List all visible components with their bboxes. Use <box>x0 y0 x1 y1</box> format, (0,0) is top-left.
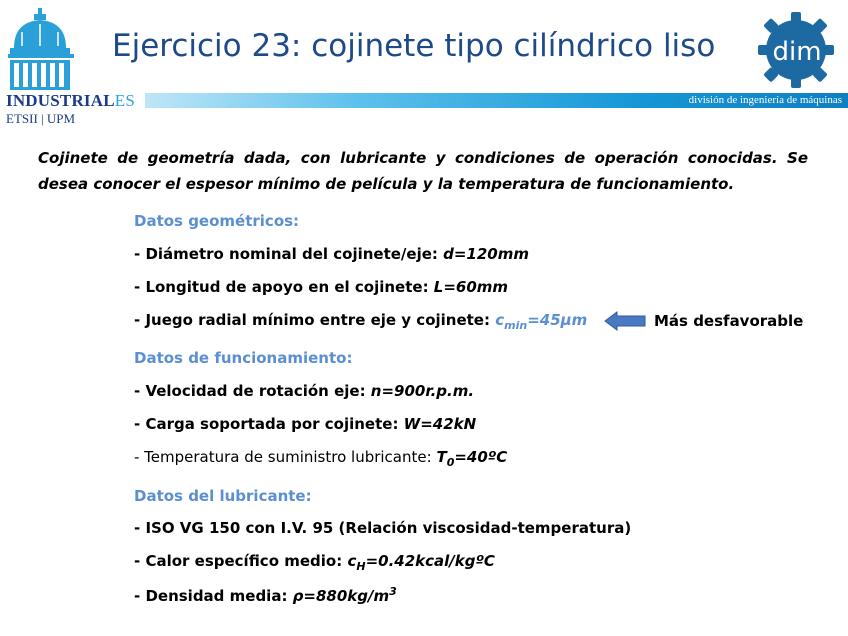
item-label: - Longitud de apoyo en el cojinete: <box>134 278 434 296</box>
density-value: ρ=880kg/m <box>292 587 390 605</box>
brand-industriales <box>6 91 135 111</box>
item-label: - Carga soportada por cojinete: <box>134 415 404 433</box>
item-label: - Velocidad de rotación eje: <box>134 382 371 400</box>
ch-subscript: H <box>356 560 366 573</box>
dim-logo-text: dim <box>772 37 822 67</box>
slide-title: Ejercicio 23: cojinete tipo cilíndrico liso <box>112 28 716 64</box>
item-value <box>347 552 495 573</box>
item-carga <box>134 415 476 433</box>
item-label: - Temperatura de suministro lubricante: <box>134 448 437 466</box>
etsii-dome-logo-icon <box>4 8 78 92</box>
item-velocidad <box>134 382 474 400</box>
cmin-value <box>495 311 588 332</box>
item-value: W=42kN <box>403 415 477 433</box>
item-temperatura <box>134 448 507 469</box>
ch-rest: =0.42kcal/kgºC <box>365 552 495 570</box>
arrow-label: Más desfavorable <box>654 312 804 330</box>
item-label: - ISO VG 150 con I.V. 95 (Relación viscosidad-temperatura) <box>134 519 632 537</box>
dim-gear-logo-icon <box>754 10 838 90</box>
item-label: - Calor específico medio: <box>134 552 348 570</box>
item-diametro <box>134 245 529 263</box>
cmin-symbol: c <box>495 311 505 329</box>
brand-es: ES <box>114 91 135 110</box>
item-longitud <box>134 278 508 296</box>
temp-rest: =40ºC <box>454 448 508 466</box>
item-value: d=120mm <box>443 245 530 263</box>
left-arrow-icon <box>604 311 646 331</box>
header-bar <box>145 93 848 108</box>
item-label: - Diámetro nominal del cojinete/eje: <box>134 245 444 263</box>
temp-subscript: 0 <box>446 456 455 469</box>
density-superscript: 3 <box>389 585 397 598</box>
brand-subtitle: ETSII | UPM <box>6 111 76 126</box>
cmin-rest: =45μm <box>527 311 588 329</box>
item-densidad <box>134 585 397 605</box>
item-label: - Juego radial mínimo entre eje y cojinete: <box>134 311 496 329</box>
item-juego-radial <box>134 311 587 332</box>
item-value <box>436 448 508 469</box>
intro-paragraph: Cojinete de geometría dada, con lubricante y condiciones de operación conocidas. Se desea conocer el espesor mínimo de película y la temperatura de funcionamiento. <box>38 149 808 193</box>
item-label: - Densidad media: <box>134 587 293 605</box>
section-heading-operation: Datos de funcionamiento: <box>134 349 353 367</box>
item-value <box>293 587 397 605</box>
section-heading-geometric: Datos geométricos: <box>134 212 300 230</box>
item-value: L=60mm <box>433 278 509 296</box>
section-heading-lubricant: Datos del lubricante: <box>134 487 312 505</box>
ch-symbol: c <box>347 552 357 570</box>
item-value: n=900r.p.m. <box>370 382 475 400</box>
item-calor-especifico <box>134 552 495 573</box>
item-iso-vg <box>134 519 631 537</box>
header-bar-text: división de ingeniería de máquinas <box>688 94 842 106</box>
cmin-subscript: min <box>504 319 528 332</box>
temp-symbol: T <box>436 448 447 466</box>
brand-main: INDUSTRIAL <box>6 91 115 110</box>
